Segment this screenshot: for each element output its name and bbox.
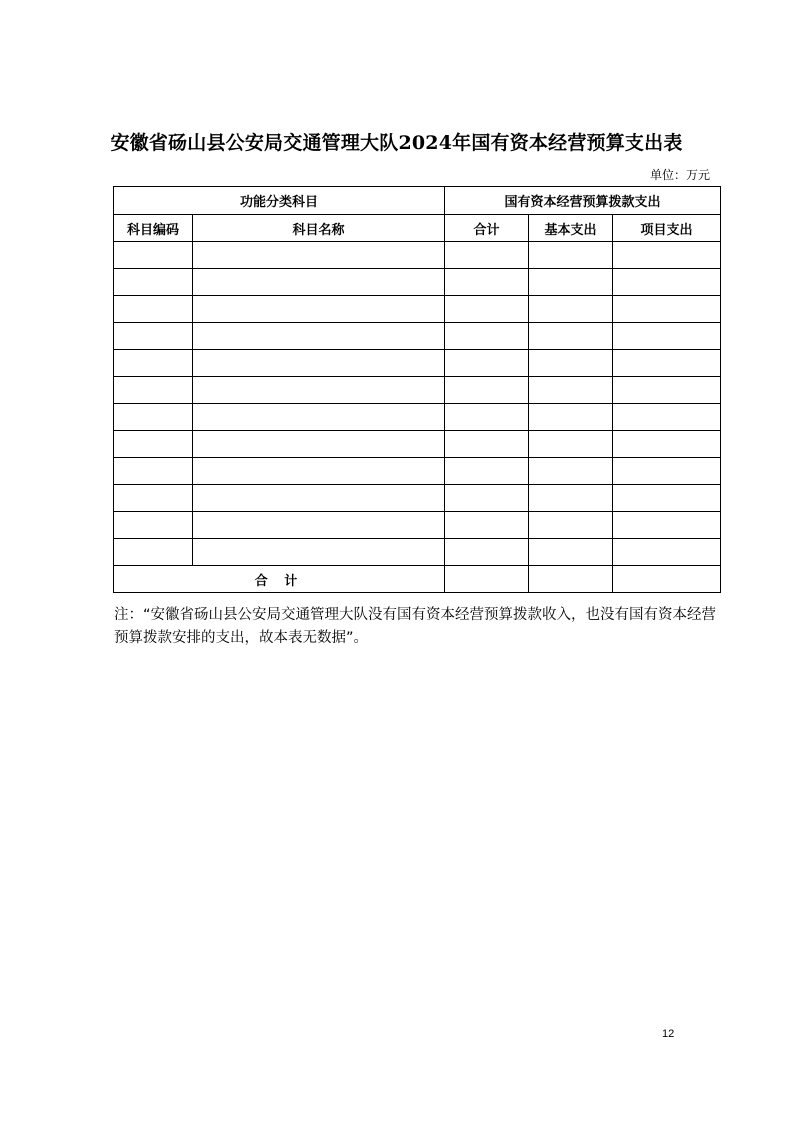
cell-name [193, 539, 445, 566]
header-project-expenditure: 项目支出 [613, 215, 721, 242]
cell-basic [529, 431, 613, 458]
cell-basic [529, 404, 613, 431]
cell-name [193, 377, 445, 404]
cell-name [193, 404, 445, 431]
cell-project [613, 485, 721, 512]
cell-basic [529, 269, 613, 296]
table-row [114, 539, 721, 566]
cell-total [445, 350, 529, 377]
unit-label: 单位：万元 [649, 168, 710, 182]
cell-code [114, 242, 193, 269]
header-total: 合计 [445, 215, 529, 242]
cell-project [613, 458, 721, 485]
total-label: 合 计 [114, 566, 445, 593]
total-cell-total [445, 566, 529, 593]
cell-total [445, 539, 529, 566]
cell-project [613, 404, 721, 431]
cell-total [445, 404, 529, 431]
cell-project [613, 431, 721, 458]
cell-total [445, 458, 529, 485]
table-row [114, 404, 721, 431]
cell-name [193, 485, 445, 512]
cell-project [613, 350, 721, 377]
cell-code [114, 350, 193, 377]
header-basic-expenditure: 基本支出 [529, 215, 613, 242]
column-header-row [114, 215, 721, 242]
cell-code [114, 431, 193, 458]
cell-total [445, 431, 529, 458]
header-allocation-expenditure: 国有资本经营预算拨款支出 [445, 187, 721, 215]
table-row [114, 296, 721, 323]
cell-basic [529, 458, 613, 485]
page-title: 安徽省砀山县公安局交通管理大队2024年国有资本经营预算支出表 [110, 132, 683, 154]
cell-code [114, 512, 193, 539]
cell-name [193, 269, 445, 296]
cell-total [445, 485, 529, 512]
cell-total [445, 323, 529, 350]
cell-basic [529, 296, 613, 323]
cell-name [193, 350, 445, 377]
table-row [114, 323, 721, 350]
cell-code [114, 296, 193, 323]
cell-project [613, 323, 721, 350]
cell-code [114, 377, 193, 404]
table-row [114, 512, 721, 539]
cell-name [193, 296, 445, 323]
cell-project [613, 242, 721, 269]
cell-code [114, 458, 193, 485]
cell-code [114, 269, 193, 296]
header-subject-code: 科目编码 [114, 215, 193, 242]
cell-project [613, 539, 721, 566]
cell-basic [529, 485, 613, 512]
cell-name [193, 512, 445, 539]
cell-code [114, 485, 193, 512]
cell-total [445, 377, 529, 404]
table-row [114, 377, 721, 404]
total-cell-project [613, 566, 721, 593]
table-row [114, 431, 721, 458]
footnote: 注：“安徽省砀山县公安局交通管理大队没有国有资本经营预算拨款收入，也没有国有资本经营预算拨款安排的支出，故本表无数据”。 [114, 607, 717, 646]
cell-name [193, 458, 445, 485]
cell-name [193, 323, 445, 350]
cell-project [613, 269, 721, 296]
table-row [114, 242, 721, 269]
table-row [114, 458, 721, 485]
page-number: 12 [662, 1028, 675, 1040]
cell-name [193, 431, 445, 458]
cell-basic [529, 350, 613, 377]
cell-code [114, 323, 193, 350]
group-header-row [114, 187, 721, 215]
cell-project [613, 296, 721, 323]
budget-table [113, 186, 721, 593]
cell-total [445, 242, 529, 269]
cell-code [114, 539, 193, 566]
cell-name [193, 242, 445, 269]
total-cell-basic [529, 566, 613, 593]
cell-basic [529, 539, 613, 566]
cell-basic [529, 377, 613, 404]
cell-code [114, 404, 193, 431]
cell-project [613, 512, 721, 539]
cell-basic [529, 512, 613, 539]
header-functional-classification: 功能分类科目 [114, 187, 445, 215]
total-row [114, 566, 721, 593]
cell-total [445, 512, 529, 539]
cell-basic [529, 242, 613, 269]
cell-project [613, 377, 721, 404]
cell-total [445, 296, 529, 323]
header-subject-name: 科目名称 [193, 215, 445, 242]
cell-total [445, 269, 529, 296]
table-row [114, 485, 721, 512]
table-row [114, 269, 721, 296]
cell-basic [529, 323, 613, 350]
table-row [114, 350, 721, 377]
